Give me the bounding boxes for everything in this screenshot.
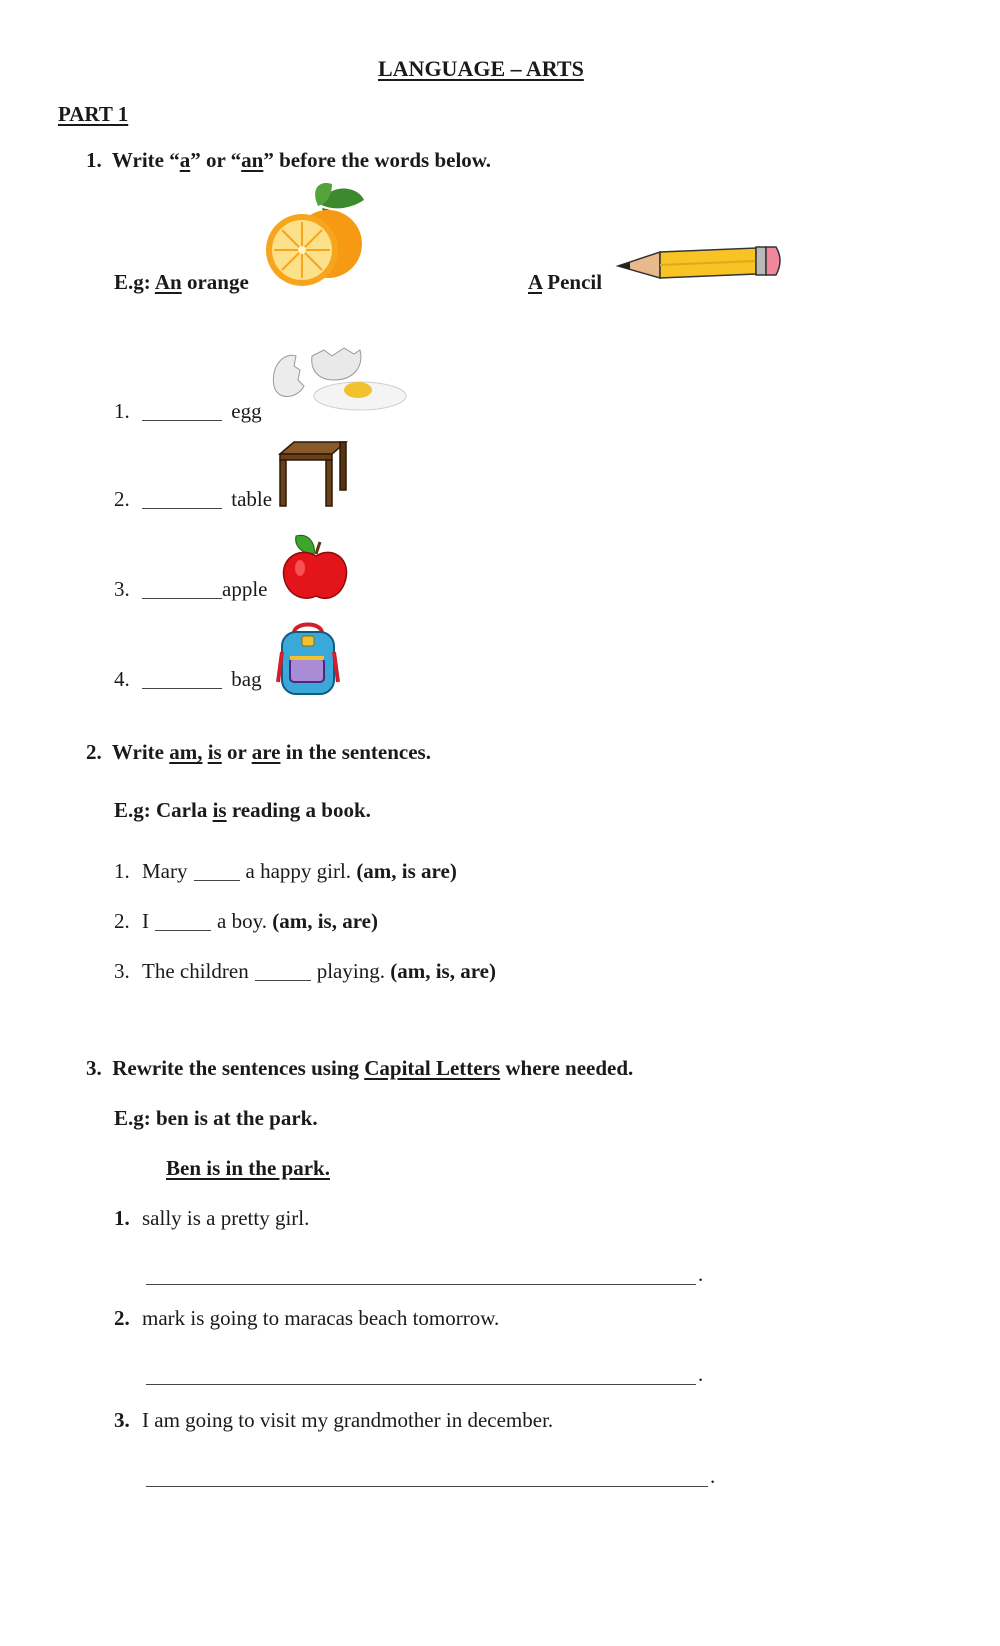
answer-blank[interactable] — [142, 667, 222, 689]
answer-blank[interactable] — [194, 859, 240, 881]
sentence-start: The children — [142, 959, 249, 983]
item-number: 4. — [114, 667, 130, 691]
q3-example-answer: Ben is in the park. — [166, 1156, 330, 1180]
answer-blank[interactable] — [155, 909, 211, 931]
item-number: 1. — [114, 399, 130, 423]
item-word: bag — [231, 667, 262, 691]
part-heading: PART 1 — [58, 102, 129, 126]
q2-option-am: am, — [169, 740, 203, 764]
answer-blank[interactable] — [142, 487, 222, 509]
choices: (am, is, are) — [272, 909, 378, 933]
pencil-icon — [614, 246, 786, 286]
sentence-start: Mary — [142, 859, 188, 883]
q3-text: Rewrite the sentences using — [112, 1056, 365, 1080]
list-item — [114, 1408, 553, 1433]
q3-example: E.g: ben is at the park. — [114, 1106, 318, 1130]
answer-blank[interactable] — [142, 577, 222, 599]
choices: (am, is, are) — [390, 959, 496, 983]
example-text-end: reading a book. — [226, 798, 371, 822]
sentence: sally is a pretty girl. — [142, 1206, 310, 1230]
list-item — [114, 664, 262, 692]
question-3 — [86, 1056, 633, 1081]
example-word: Pencil — [542, 270, 603, 294]
item-number: 2. — [114, 487, 130, 511]
backpack-icon — [276, 622, 340, 698]
item-number: 1. — [114, 859, 130, 883]
answer-line[interactable] — [146, 1284, 696, 1285]
sentence-end: playing. — [316, 959, 385, 983]
example-2 — [528, 270, 602, 295]
list-item — [114, 574, 267, 602]
answer-blank[interactable] — [255, 959, 311, 981]
item-word: egg — [231, 399, 262, 423]
list-item — [114, 956, 496, 984]
answer-line[interactable] — [146, 1486, 708, 1487]
list-item — [114, 396, 262, 424]
question-1 — [86, 148, 491, 173]
item-number: 3. — [114, 959, 130, 983]
sentence-end: a boy. — [217, 909, 267, 933]
apple-icon — [280, 532, 352, 604]
q1-article-an: an — [241, 148, 264, 172]
q1-text: Write “ — [111, 148, 180, 172]
egg-icon — [268, 346, 410, 416]
question-number: 2. — [86, 740, 102, 764]
choices: (am, is are) — [356, 859, 457, 883]
question-number: 1. — [86, 148, 102, 172]
list-item — [114, 1306, 499, 1331]
orange-icon — [260, 182, 372, 294]
item-number: 3. — [114, 577, 130, 601]
list-item — [114, 484, 272, 512]
sentence-start: I — [142, 909, 149, 933]
item-word: table — [231, 487, 273, 511]
item-number: 2. — [114, 909, 130, 933]
q2-text-or: or — [221, 740, 252, 764]
q2-example — [114, 798, 371, 823]
example-label: E.g: — [114, 270, 155, 294]
example-verb: is — [212, 798, 227, 822]
list-item — [114, 1206, 309, 1231]
example-article: An — [154, 270, 182, 294]
example-article: A — [528, 270, 543, 294]
q2-option-are: are — [251, 740, 281, 764]
question-2 — [86, 740, 431, 765]
item-word: apple — [222, 577, 268, 601]
table-icon — [276, 440, 348, 510]
line-period: . — [698, 1262, 704, 1286]
line-period: . — [710, 1464, 716, 1488]
line-period: . — [698, 1362, 704, 1386]
page-title: LANGUAGE – ARTS — [378, 56, 584, 81]
answer-line[interactable] — [146, 1384, 696, 1385]
sentence: mark is going to maracas beach tomorrow. — [142, 1306, 500, 1330]
item-number: 3. — [114, 1408, 130, 1432]
q3-capital-letters: Capital Letters — [364, 1056, 501, 1080]
q2-option-is: is — [207, 740, 222, 764]
item-number: 2. — [114, 1306, 130, 1330]
example-text: E.g: Carla — [114, 798, 213, 822]
q3-text-end: where needed. — [500, 1056, 634, 1080]
sentence: I am going to visit my grandmother in december. — [142, 1408, 554, 1432]
list-item — [114, 856, 457, 884]
item-number: 1. — [114, 1206, 130, 1230]
example-1 — [114, 270, 249, 295]
list-item — [114, 906, 378, 934]
q2-text: Write — [111, 740, 170, 764]
question-number: 3. — [86, 1056, 102, 1080]
sentence-end: a happy girl. — [245, 859, 352, 883]
q1-text-or: ” or “ — [190, 148, 242, 172]
q1-text-end: ” before the words below. — [263, 148, 492, 172]
q2-text-end: in the sentences. — [280, 740, 431, 764]
q1-article-a: a — [179, 148, 191, 172]
answer-blank[interactable] — [142, 399, 222, 421]
example-word: orange — [181, 270, 249, 294]
